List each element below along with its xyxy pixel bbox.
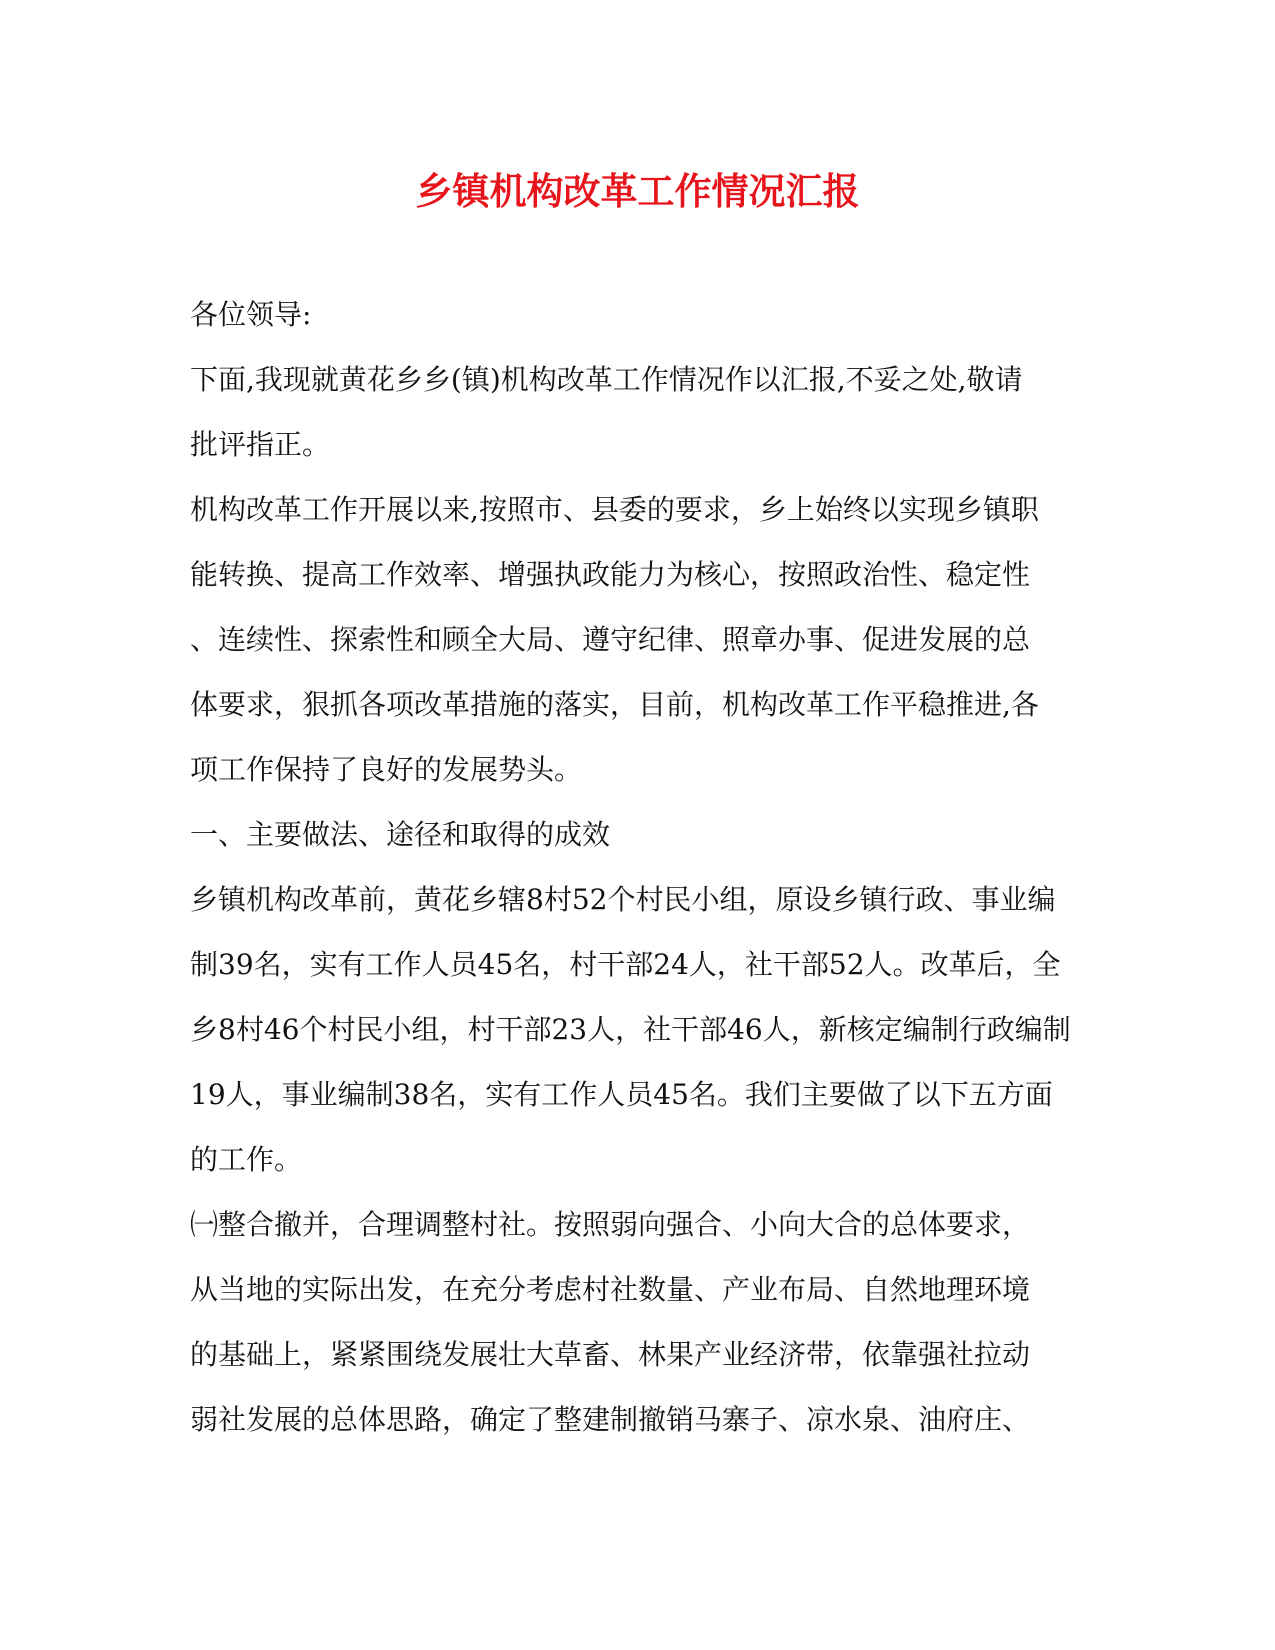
body-line: ㈠整合撤并，合理调整村社。按照弱向强合、小向大合的总体要求， [190, 1208, 1031, 1241]
document-body [190, 282, 1080, 1452]
body-line: 从当地的实际出发，在充分考虑村社数量、产业布局、自然地理环境 [190, 1273, 1031, 1306]
body-line: 各位领导: [190, 298, 312, 331]
body-line: 的基础上，紧紧围绕发展壮大草畜、林果产业经济带，依靠强社拉动 [190, 1338, 1031, 1371]
body-line: 弱社发展的总体思路，确定了整建制撤销马寨子、凉水泉、油府庄、 [190, 1403, 1031, 1436]
body-line: 乡镇机构改革前，黄花乡辖8村52个村民小组，原设乡镇行政、事业编 [190, 883, 1056, 916]
body-line: 一、主要做法、途径和取得的成效 [190, 818, 611, 851]
body-line: 体要求，狠抓各项改革措施的落实，目前，机构改革工作平稳推进,各 [190, 688, 1039, 721]
document-title: 乡镇机构改革工作情况汇报 [415, 169, 860, 213]
body-line: 机构改革工作开展以来,按照市、县委的要求，乡上始终以实现乡镇职 [190, 493, 1039, 526]
body-line: 19人，事业编制38名，实有工作人员45名。我们主要做了以下五方面 [190, 1078, 1053, 1111]
body-line: 批评指正。 [190, 428, 331, 461]
body-line: 的工作。 [190, 1143, 303, 1176]
body-line: 能转换、提高工作效率、增强执政能力为核心，按照政治性、稳定性 [190, 558, 1031, 591]
body-line: 制39名，实有工作人员45名，村干部24人，社干部52人。改革后，全 [190, 948, 1061, 981]
body-line: 乡8村46个村民小组，村干部23人，社干部46人，新核定编制行政编制 [190, 1013, 1071, 1046]
body-line: 项工作保持了良好的发展势头。 [190, 753, 583, 786]
body-line: 下面,我现就黄花乡乡(镇)机构改革工作情况作以汇报,不妥之处,敬请 [190, 363, 1023, 396]
body-line: 、连续性、探索性和顾全大局、遵守纪律、照章办事、促进发展的总 [190, 623, 1031, 656]
